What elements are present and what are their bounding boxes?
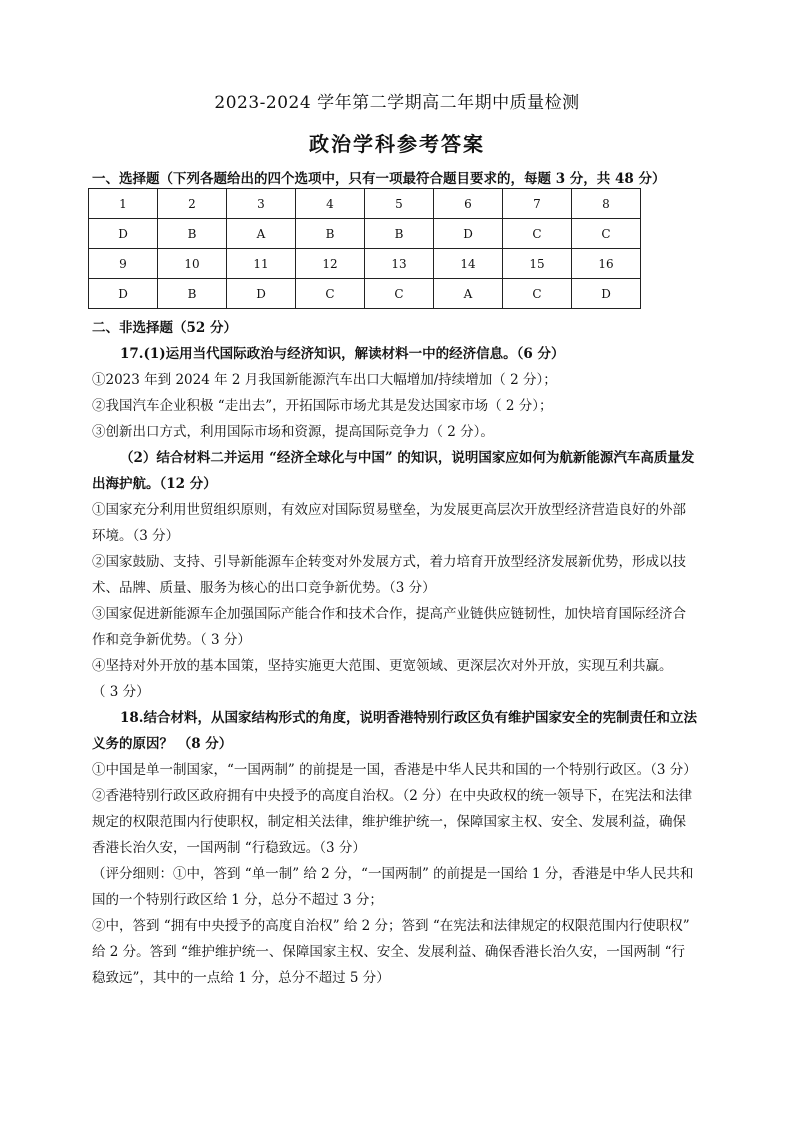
answer-cell: B [296,219,365,249]
section-2 [92,315,712,991]
q17-1-prompt: 17.(1)运用当代国际政治与经济知识，解读材料一中的经济信息。（6 分） [120,346,565,362]
question-number-cell: 10 [158,249,227,279]
answer-cell: D [572,279,641,309]
table-row-answers [89,279,641,309]
q18-answer-line: 规定的权限范围内行使职权，制定相关法律，维护维护统一，保障国家主权、安全、发展利益，确保 [92,814,686,830]
q18-scoring-line: 给 2 分。答到 “维护维护统一、保障国家主权、安全、发展利益、确保香港长治久安，一国两制 “行 [92,944,686,960]
q17-2-answer-line: ④坚持对外开放的基本国策，坚持实施更大范围、更宽领域、更深层次对外开放，实现互利共赢。 [92,658,673,674]
section-1-heading: 一、选择题（下列各题给出的四个选项中，只有一项最符合题目要求的，每题 3 分，共 48 分） [92,171,666,187]
answer-cell: C [503,219,572,249]
question-number-cell: 9 [89,249,158,279]
q17-1-answer-line: ①2023 年到 2024 年 2 月我国新能源汽车出口大幅增加/持续增加（ 2 分）； [92,372,557,388]
question-number-cell: 2 [158,189,227,219]
exam-title: 2023-2024 学年第二学期高二年期中质量检测 [214,93,580,113]
question-number-cell: 11 [227,249,296,279]
question-number-cell: 1 [89,189,158,219]
q17-2-answer-line: ①国家充分利用世贸组织原则，有效应对国际贸易壁垒，为发展更高层次开放型经济营造良好的外部 [92,502,686,518]
question-number-cell: 6 [434,189,503,219]
q18-prompt-cont: 义务的原因？ （8 分） [92,736,233,752]
q17-1-answer-line: ②我国汽车企业积极 “走出去”，开拓国际市场尤其是发达国家市场（ 2 分）； [92,398,553,414]
answer-cell: C [296,279,365,309]
answer-cell: B [365,219,434,249]
table-row-answers [89,219,641,249]
q18-answer-line: ②香港特别行政区政府拥有中央授予的高度自治权。（2 分）在中央政权的统一领导下，在宪法和法律 [92,788,693,804]
q17-1-answer-line: ③创新出口方式，利用国际市场和资源，提高国际竞争力（ 2 分）。 [92,424,494,440]
answer-cell: B [158,219,227,249]
q18-prompt: 18.结合材料，从国家结构形式的角度，说明香港特别行政区负有维护国家安全的宪制责任和立法 [120,710,697,726]
question-number-cell: 7 [503,189,572,219]
question-number-cell: 12 [296,249,365,279]
q17-2-prompt: （2）结合材料二并运用 “经济全球化与中国” 的知识，说明国家应如何为航新能源汽车高质量发 [120,450,695,466]
question-number-cell: 5 [365,189,434,219]
q17-2-answer-line: 作和竞争新优势。（ 3 分） [92,632,251,648]
section-2-heading: 二、非选择题（52 分） [92,320,237,336]
q17-2-answer-line: ③国家促进新能源车企加强国际产能合作和技术合作，提高产业链供应链韧性，加快培育国际经济合 [92,606,686,622]
q18-scoring-line: 稳致远”，其中的一点给 1 分，总分不超过 5 分） [92,970,390,986]
table-row-question-numbers [89,189,641,219]
answer-cell: D [434,219,503,249]
answer-cell: C [572,219,641,249]
answer-cell: C [365,279,434,309]
answer-table [88,188,641,309]
q18-scoring-line: （评分细则：①中，答到 “单一制” 给 2 分，“一国两制” 的前提是一国给 1 分，香港是中华人民共和 [92,866,694,882]
q17-2-answer-line: 术、品牌、质量、服务为核心的出口竞争新优势。（3 分） [92,580,436,596]
q17-2-answer-line: ②国家鼓励、支持、引导新能源车企转变对外发展方式，着力培育开放型经济发展新优势，形成以技 [92,554,686,570]
answer-cell: D [89,279,158,309]
q17-2-answer-line: 环境。（3 分） [92,528,180,544]
q17-2-prompt-cont: 出海护航。（12 分） [92,476,217,492]
answer-cell: A [227,219,296,249]
q17-2-answer-line: （ 3 分） [92,684,150,700]
q18-answer-line: 香港长治久安，一国两制 “行稳致远。（3 分） [92,840,366,856]
q18-answer-line: ①中国是单一制国家，“一国两制” 的前提是一国，香港是中华人民共和国的一个特别行政区。（3 分） [92,762,697,778]
table-row-question-numbers [89,249,641,279]
question-number-cell: 15 [503,249,572,279]
q18-scoring-line: 国的一个特别行政区给 1 分，总分不超过 3 分； [92,892,383,908]
document-subtitle: 政治学科参考答案 [309,132,485,156]
question-number-cell: 4 [296,189,365,219]
answer-cell: D [89,219,158,249]
question-number-cell: 8 [572,189,641,219]
answer-cell: C [503,279,572,309]
answer-cell: D [227,279,296,309]
question-number-cell: 3 [227,189,296,219]
answer-cell: A [434,279,503,309]
answer-cell: B [158,279,227,309]
question-number-cell: 16 [572,249,641,279]
question-number-cell: 14 [434,249,503,279]
q18-scoring-line: ②中，答到 “拥有中央授予的高度自治权” 给 2 分；答到 “在宪法和法律规定的权限范围内行使职权” [92,918,690,934]
question-number-cell: 13 [365,249,434,279]
